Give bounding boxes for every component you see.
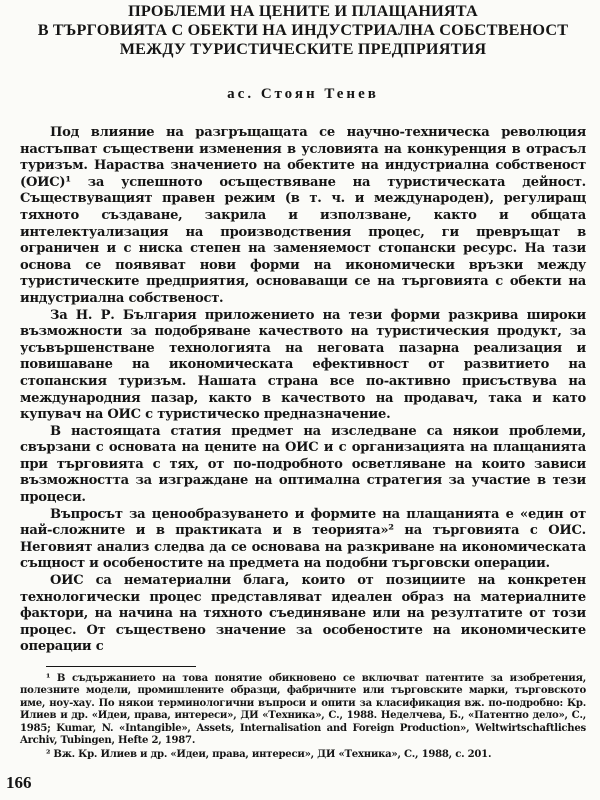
paragraph: В настоящата статия предмет на изследване са някои проблеми, свързани с основата на цените на ОИС и с организацията на плащанията при търговията с тях, от по-подробното осветляване на които зависи възможността за изграждане на оптимална стратегия за участие в тези процеси. (20, 423, 586, 506)
footnote: ² Вж. Кр. Илиев и др. «Идеи, права, интереси», ДИ «Техника», С., 1988, с. 201. (46, 749, 492, 761)
author-name: ас. Стоян Тенев (227, 86, 379, 102)
title-line: МЕЖДУ ТУРИСТИЧЕСКИТЕ ПРЕДПРИЯТИЯ (119, 40, 487, 58)
article-body (20, 125, 586, 656)
paragraph: За Н. Р. България приложението на тези форми разкрива широки възможности за подобряване качеството на туристическия продукт, за усъвършенстване технологията на неговата пазарна реализация и повишаване на икономическата ефективност от развитието на стопанския туризъм. Нашата страна все по-активно присъствува на международния пазар, както в качеството на продавач, така и като купувач на ОИС с туристическо предназначение. (20, 307, 586, 423)
paragraph: ОИС са нематериални блага, които от позициите на конкретен технологически процес представляват идеален образ на материалните фактори, на начина на тяхното съединяване или на резултатите от този процес. От съществено значение за особеностите на икономическите операции с (20, 573, 586, 655)
title-line: В ТЪРГОВИЯТА С ОБЕКТИ НА ИНДУСТРИАЛНА СОБСТВЕНОСТ (37, 21, 569, 39)
footnote: ¹ В съдържанието на това понятие обикновено се включват патентите за изобретения, полезните модели, промишлените образци, фабричните или търговските марки, търговското име, ноу-хау. По някои терминологични въпроси и опити за класификация вж. по-подробно: Кр. Илиев и др. «Идеи, права, интереси», ДИ «Техника», С., 1988. Неделчева, Б., «Патентно дело», С., 1985; Kumar, N. «Intangible», Assets, Internalisation and Foreign Production», Weltwirtschaftliches Archiv, Tubingen, Hefte 2, 1987. (20, 673, 586, 747)
paragraph: Под влияние на разгръщащата се научно-техническа революция настъпват съществени изменения в условията на конкуренция в отрасъл туризъм. Нараства значението на обектите на индустриална собственост (ОИС)¹ за успешното осъществяване на туристическата дейност. Съществуващият правен режим (в т. ч. и международен), регулиращ тяхното създаване, закрила и използване, както и общата интелектуализация на производствения процес, ги превръщат в ограничен и с ниска степен на заменяемост стопански ресурс. На тази основа се появяват нови форми на икономически връзки между туристическите предприятия, основаващи се на търговията с обекти на индустриална собственост. (20, 125, 586, 306)
paragraph: Въпросът за ценообразуването и формите на плащанията е «един от най-сложните и в практиката и в теорията»² на търговията с ОИС. Неговият анализ следва да се основава на разкриване на икономическата същност и особеностите на предмета на подобни търговски операции. (20, 506, 586, 572)
footnotes (20, 673, 586, 762)
page-number: 166 (6, 773, 32, 792)
article-page (20, 0, 586, 762)
title-line: ПРОБЛЕМИ НА ЦЕНИТЕ И ПЛАЩАНИЯТА (128, 2, 478, 20)
footnote-divider (46, 666, 196, 667)
article-title (20, 2, 586, 59)
